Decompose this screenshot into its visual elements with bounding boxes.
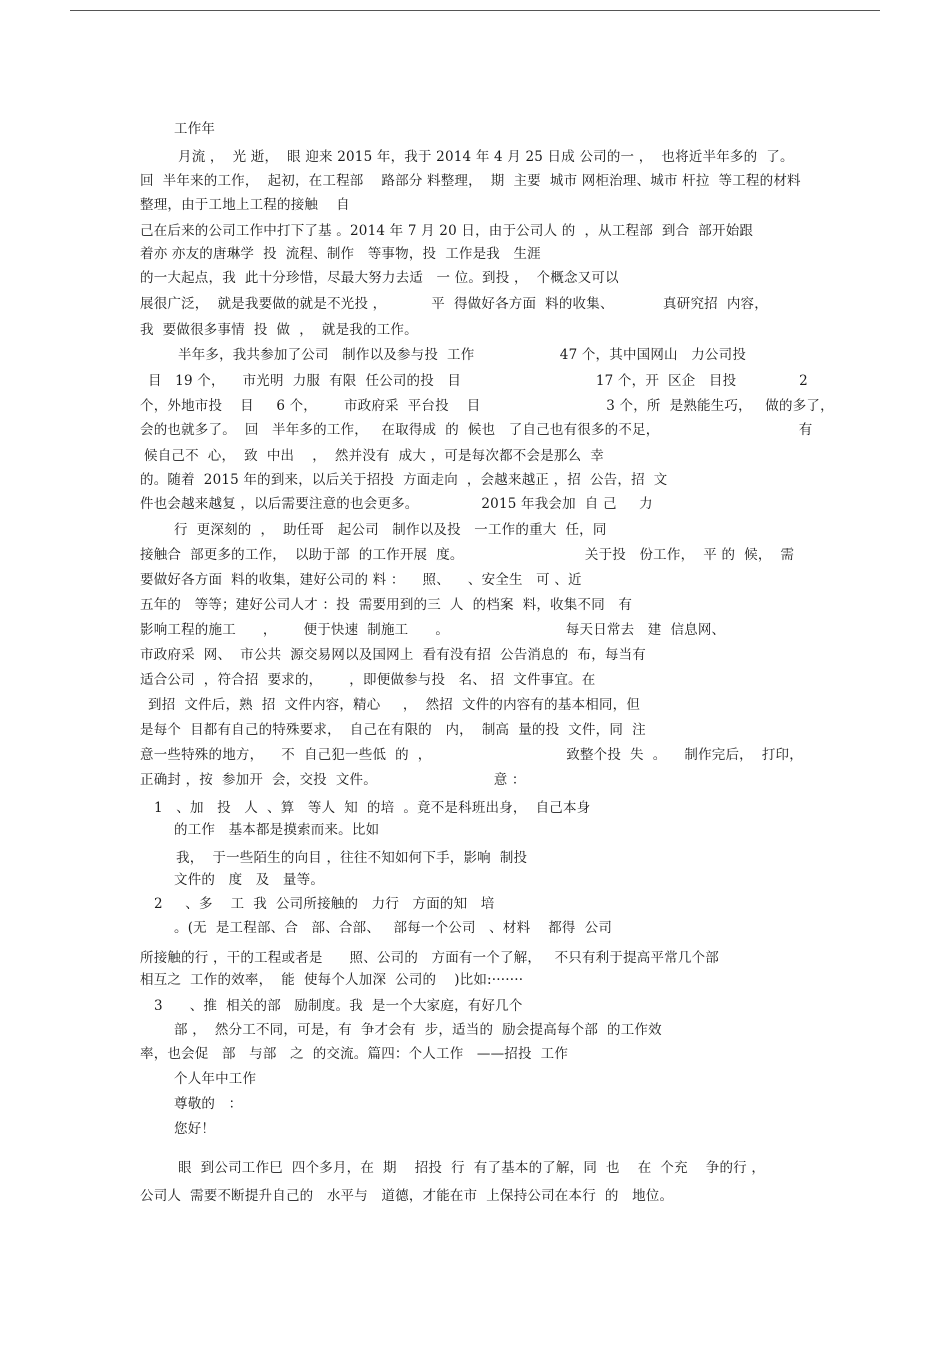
- list-item-3-cont: 部 ， 然分工不同，可是，有 争才会有 步，适当的 励会提高每个部 的工作效: [174, 1022, 662, 1038]
- paragraph-line: 所接触的行 ，干的工程或者是 照、公司的 方面有一个了解， 不只有利于提高平常几个部: [140, 950, 719, 966]
- paragraph-line: 个，外地市投 目 6 个， 市政府采 平台投 目 3 个，所 是熟能生巧， 做的多了，: [140, 398, 834, 414]
- paragraph-line: 行 更深刻的 ， 助任哥 起公司 制作以及投 一工作的重大 任，同: [174, 522, 607, 538]
- letter-greeting: 您好！: [174, 1121, 216, 1137]
- paragraph-line: 五年的 等等；建好公司人才 ：投 需要用到的三 人 的档案 料，收集不同 有: [140, 597, 633, 613]
- paragraph-line: 接触合 部更多的工作， 以助于部 的工作开展 度。 关于投 份工作， 平 的 候， 需: [140, 547, 795, 563]
- paragraph-line: 目 19 个， 市光明 力服 有限 任公司的投 目 17 个，开 区企 目投 2: [148, 373, 808, 389]
- paragraph-line: 整理，由于工地上工程的接触 自: [140, 197, 350, 213]
- paragraph-line: 件也会越来越复 ，以后需要注意的也会更多。 2015 年我会加 自 己 力: [140, 496, 653, 512]
- paragraph-line: 公司人 需要不断提升自己的 水平与 道德，才能在市 上保持公司在本行 的 地位。: [140, 1188, 674, 1204]
- paragraph-line: 的一大起点，我 此十分珍惜，尽最大努力去适 一 位。到投 ， 个概念又可以: [140, 270, 619, 286]
- paragraph-line: 的。随着 2015 年的到来，以后关于招投 方面走向 ，会越来越正 ，招 公告，招 文: [140, 472, 668, 488]
- list-item-1-cont: 我， 于一些陌生的向目 ，往往不知如何下手，影响 制投: [176, 850, 528, 866]
- paragraph-line: 眼 到公司工作巳 四个多月，在 期 招投 行 有了基本的了解，同 也 在 个充 争的行 ，: [178, 1160, 766, 1176]
- paragraph-line: 回 半年来的工作， 起初，在工程部 路部分 料整理， 期 主要 城市 网柜治理、城市 杆拉 等工程的材料: [140, 173, 801, 189]
- list-item-1-cont: 的工作 基本都是摸索而来。比如: [174, 822, 380, 838]
- paragraph-line: 率，也会促 部 与部 之 的交流。篇四：个人工作 ——招投 工作: [140, 1046, 569, 1062]
- list-item-1-cont: 文件的 度 及 量等。: [174, 872, 325, 888]
- list-item-2-cont: 。(无 是工程部、合 部、合部、 部每一个公司 、材料 都得 公司: [174, 920, 613, 936]
- paragraph-line: 是每个 目都有自己的特殊要求， 自己在有限的 内， 制高 量的投 文件，同 注: [140, 722, 646, 738]
- paragraph-line: 适合公司 ，符合招 要求的， ，即便做参与投 名、 招 文件事宜。在: [140, 672, 596, 688]
- paragraph-line: 展很广泛， 就是我要做的就是不光投 ， 平 得做好各方面 料的收集、 真研究招 内容，: [140, 296, 768, 312]
- paragraph-line: 正确封 ，按 参加开 会，交投 文件。 意 ：: [140, 772, 526, 788]
- list-item-3: 3 、推 相关的部 励制度。我 是一个大家庭，有好几个: [154, 998, 523, 1014]
- paragraph-line: 市政府采 网、 市公共 源交易网以及国网上 看有没有招 公告消息的 布，每当有: [140, 647, 646, 663]
- paragraph-line: 候自己不 心， 致 中出 ， 然并没有 成大 ，可是每次都不会是那么 幸: [144, 448, 604, 464]
- paragraph-line: 半年多，我共参加了公司 制作以及参与投 工作 47 个，其中国网山 力公司投: [178, 347, 747, 363]
- paragraph-line: 影响工程的施工 ， 便于快速 制施工 。 每天日常去 建 信息网、: [140, 622, 726, 638]
- paragraph-line: 到招 文件后，熟 招 文件内容，精心 ， 然招 文件的内容有的基本相同，但: [148, 697, 641, 713]
- paragraph-line: 我 要做很多事情 投 做 ， 就是我的工作。: [140, 322, 418, 338]
- letter-title: 个人年中工作: [174, 1071, 257, 1087]
- letter-salutation: 尊敬的 ：: [174, 1096, 243, 1112]
- paragraph-line: 己在后来的公司工作中打下了基 。2014 年 7 月 20 日，由于公司人 的 ，从工程部 到合 部开始跟: [140, 223, 754, 239]
- paragraph-line: 着亦 亦友的唐琳学 投 流程、制作 等事物，投 工作是我 生涯: [140, 246, 541, 262]
- paragraph-line: 意一些特殊的地方， 不 自己犯一些低 的 ， 致整个投 失 。 制作完后， 打印，: [140, 747, 803, 763]
- header-rule: [70, 10, 880, 11]
- paragraph-line: 月流 ， 光 逝， 眼 迎来 2015 年，我于 2014 年 4 月 25 日成 公司的一 ， 也将近半年多的 了。: [178, 149, 794, 165]
- list-item-2: 2 、多 工 我 公司所接触的 力行 方面的知 培: [154, 896, 495, 912]
- paragraph-line: 要做好各方面 料的收集，建好公司的 料 ： 照、 、安全生 可 、近: [140, 572, 582, 588]
- list-item-1: 1 、加 投 人 、算 等人 知 的培 。竟不是科班出身， 自己本身: [154, 800, 591, 816]
- paragraph-line: 相互之 工作的效率， 能 使每个人加深 公司的 )比如:·······: [140, 972, 524, 988]
- section-title: 工作年: [174, 121, 216, 137]
- paragraph-line: 会的也就多了。 回 半年多的工作， 在取得成 的 候也 了自己也有很多的不足， 有: [140, 422, 813, 438]
